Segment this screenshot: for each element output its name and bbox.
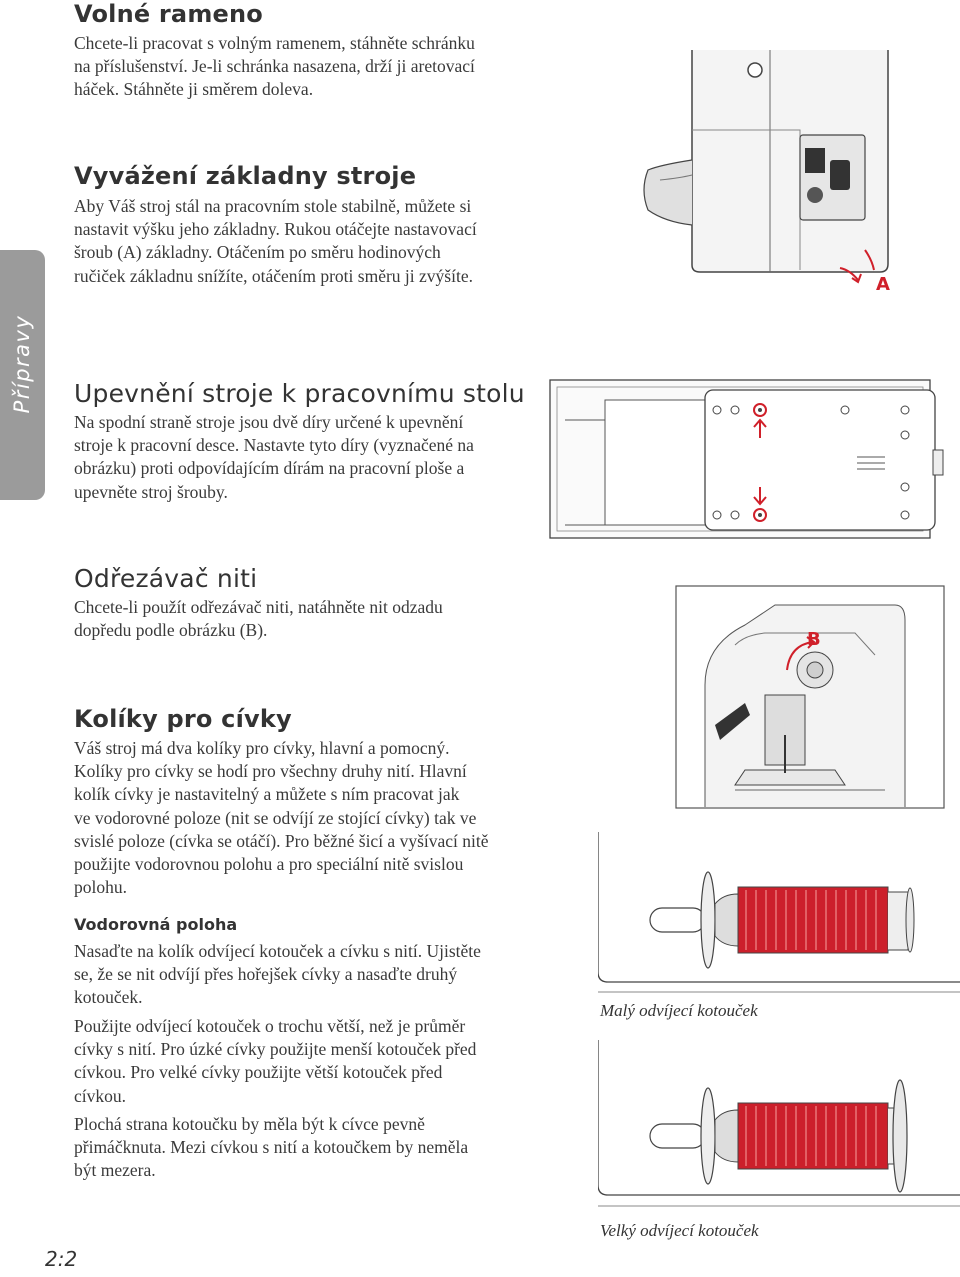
large-disc-caption: Velký odvíjecí kotouček (600, 1221, 759, 1240)
horizontal-para-2: Použijte odvíjecí kotouček o trochu větší, než je průměr cívky s nití. Pro úzké cívky použijte menší kotouček před cívkou. Pro velké cívky použijte větší kotouček před cívkou. (74, 1016, 477, 1106)
leveling-title: Vyvážení základny stroje (74, 162, 417, 190)
small-disc-caption: Malý odvíjecí kotouček (600, 1001, 758, 1020)
mounting-text: Na spodní straně stroje jsou dvě díry určené k upevnění stroje k pracovní desce. Nastavte tyto díry (vyznačené na obrázku) proti odpovídajícím dírám na pracovní ploše a upevněte stroj šrouby. (74, 412, 474, 502)
spool-pins-text: Váš stroj má dva kolíky pro cívky, hlavní a pomocný. Kolíky pro cívky se hodí pro všechny druhy nití. Hlavní kolík cívky je nastavitelný a můžete s ním pracovat jak ve vodorovné poloze (nit se odvíjí ze stojící cívky) tak ve svislé poloze (cívka se otáčí). Pro běžné šicí a vyšívací nitě použijte vodorovnou polohu a pro speciální nitě svislou polohu. (74, 738, 489, 898)
large-disc-spool-figure (598, 1040, 960, 1215)
cutter-title: Odřezávač niti (74, 564, 258, 593)
figure-label-b: B (807, 629, 821, 650)
section-tab-label: Přípravy (10, 314, 34, 414)
horizontal-para-3: Plochá strana kotoučku by měla být k cívce pevně přimáčknuta. Mezi cívkou s nití a kotoučkem by neměla být mezera. (74, 1114, 469, 1181)
mounting-title: Upevnění stroje k pracovnímu stolu (74, 379, 525, 408)
page-number: 2:2 (45, 1247, 78, 1271)
horizontal-subtitle: Vodorovná poloha (74, 915, 238, 934)
spool-pins-title: Kolíky pro cívky (74, 705, 292, 733)
horizontal-para-1: Nasaďte na kolík odvíjecí kotouček a cívku s nití. Ujistěte se, že se nit odvíjí přes hořejšek cívky a nasaďte druhý kotouček. (74, 941, 481, 1008)
figure-label-a: A (876, 274, 890, 295)
section-tab (0, 250, 45, 500)
thread-cutter-figure (675, 585, 945, 810)
free-arm-text: Chcete-li pracovat s volným ramenem, stáhněte schránku na příslušenství. Je-li schránka nasazena, drží ji aretovací háček. Stáhněte ji směrem doleva. (74, 33, 475, 100)
small-disc-spool-figure (598, 832, 960, 997)
free-arm-title: Volné rameno (74, 0, 263, 28)
machine-underside-figure (545, 375, 960, 550)
cutter-text: Chcete-li použít odřezávač niti, natáhněte nit odzadu dopředu podle obrázku (B). (74, 597, 443, 641)
leveling-text: Aby Váš stroj stál na pracovním stole stabilně, můžete si nastavit výšku jeho základny. Rukou otáčejte nastavovací šroub (A) základny. Otáčením po směru hodinových ručiček základnu snížíte, otáčením proti směru ji zvýšíte. (74, 196, 477, 286)
machine-side-figure (640, 50, 940, 300)
